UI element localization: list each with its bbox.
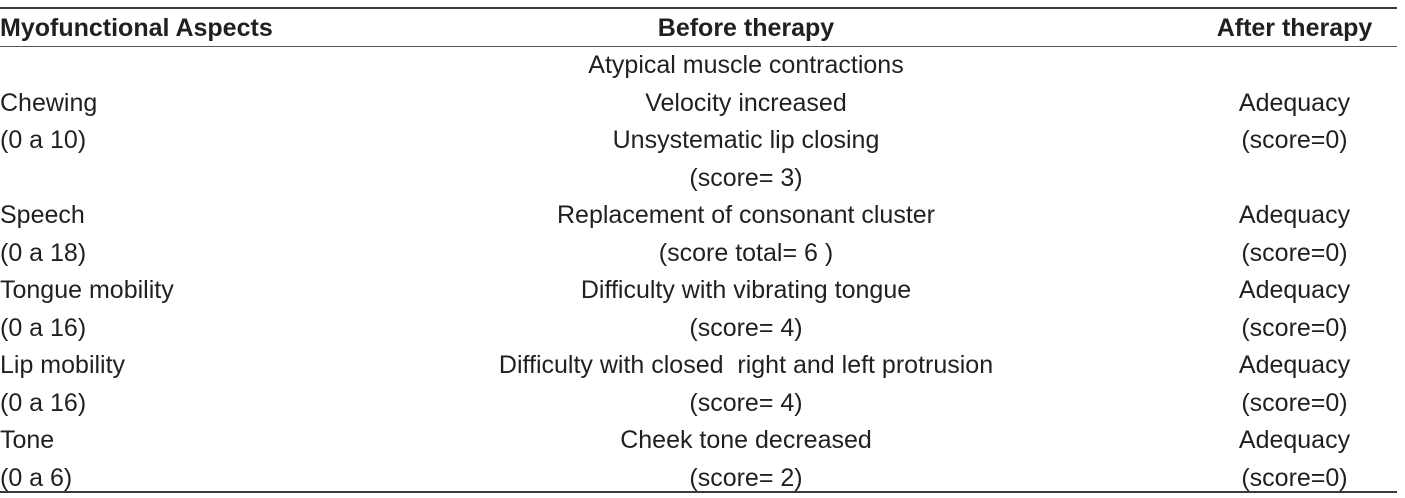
table-header-row [0, 10, 1397, 46]
before-cell [300, 422, 1192, 497]
before-score: (score= 3) [689, 163, 803, 192]
after-score: (score=0) [1241, 313, 1348, 342]
after-result: Adequacy [1238, 201, 1351, 229]
before-score: (score total= 6 ) [658, 238, 834, 267]
after-cell [1192, 347, 1397, 422]
after-score: (score=0) [1241, 238, 1348, 267]
after-score: (score=0) [1241, 126, 1348, 154]
after-cell [1192, 272, 1397, 347]
after-result: Adequacy [1238, 276, 1351, 304]
after-cell [1192, 46, 1397, 197]
before-line: Unsystematic lip closing [612, 126, 880, 154]
table-top-rule [0, 7, 1397, 9]
after-line [1192, 160, 1397, 198]
table-row [0, 197, 1397, 272]
before-cell [300, 272, 1192, 347]
results-table [0, 10, 1397, 497]
aspect-range: (0 a 10) [0, 126, 87, 154]
before-score: (score= 4) [689, 313, 803, 342]
before-line: Cheek tone decreased [620, 426, 872, 454]
after-result: Adequacy [1238, 426, 1351, 454]
table-row [0, 272, 1397, 347]
after-result: Adequacy [1238, 88, 1351, 117]
aspect-cell [0, 197, 300, 272]
after-cell [1192, 197, 1397, 272]
after-line [1192, 47, 1397, 85]
aspect-range: (0 a 18) [0, 238, 87, 267]
aspect-range: (0 a 6) [0, 463, 73, 492]
aspect-name: Chewing [0, 88, 98, 117]
before-line: Velocity increased [645, 88, 847, 117]
column-header-aspects: Myofunctional Aspects [0, 14, 273, 42]
before-cell [300, 197, 1192, 272]
aspect-line [0, 160, 300, 198]
aspect-range: (0 a 16) [0, 388, 87, 417]
table-row [0, 422, 1397, 497]
aspect-cell [0, 272, 300, 347]
before-line: Difficulty with vibrating tongue [580, 276, 912, 304]
aspect-cell [0, 422, 300, 497]
before-cell [300, 46, 1192, 197]
column-header-before: Before therapy [657, 14, 835, 42]
after-result: Adequacy [1238, 351, 1351, 379]
aspect-cell [0, 46, 300, 197]
aspect-line [0, 47, 300, 85]
aspect-name: Tongue mobility [0, 276, 174, 304]
before-line: Atypical muscle contractions [588, 51, 904, 79]
column-header-after: After therapy [1216, 14, 1373, 42]
before-score: (score= 2) [689, 463, 803, 492]
after-score: (score=0) [1241, 388, 1348, 417]
after-cell [1192, 422, 1397, 497]
table-row [0, 347, 1397, 422]
before-cell [300, 347, 1192, 422]
aspect-name: Lip mobility [0, 351, 126, 379]
before-score: (score= 4) [689, 388, 803, 417]
before-line: Difficulty with closed right and left protrusion [498, 351, 994, 379]
table-row [0, 46, 1397, 197]
aspect-name: Tone [0, 426, 55, 454]
before-line: Replacement of consonant cluster [557, 201, 935, 229]
aspect-name: Speech [0, 201, 85, 229]
aspect-cell [0, 347, 300, 422]
after-score: (score=0) [1241, 463, 1348, 492]
aspect-range: (0 a 16) [0, 313, 87, 342]
